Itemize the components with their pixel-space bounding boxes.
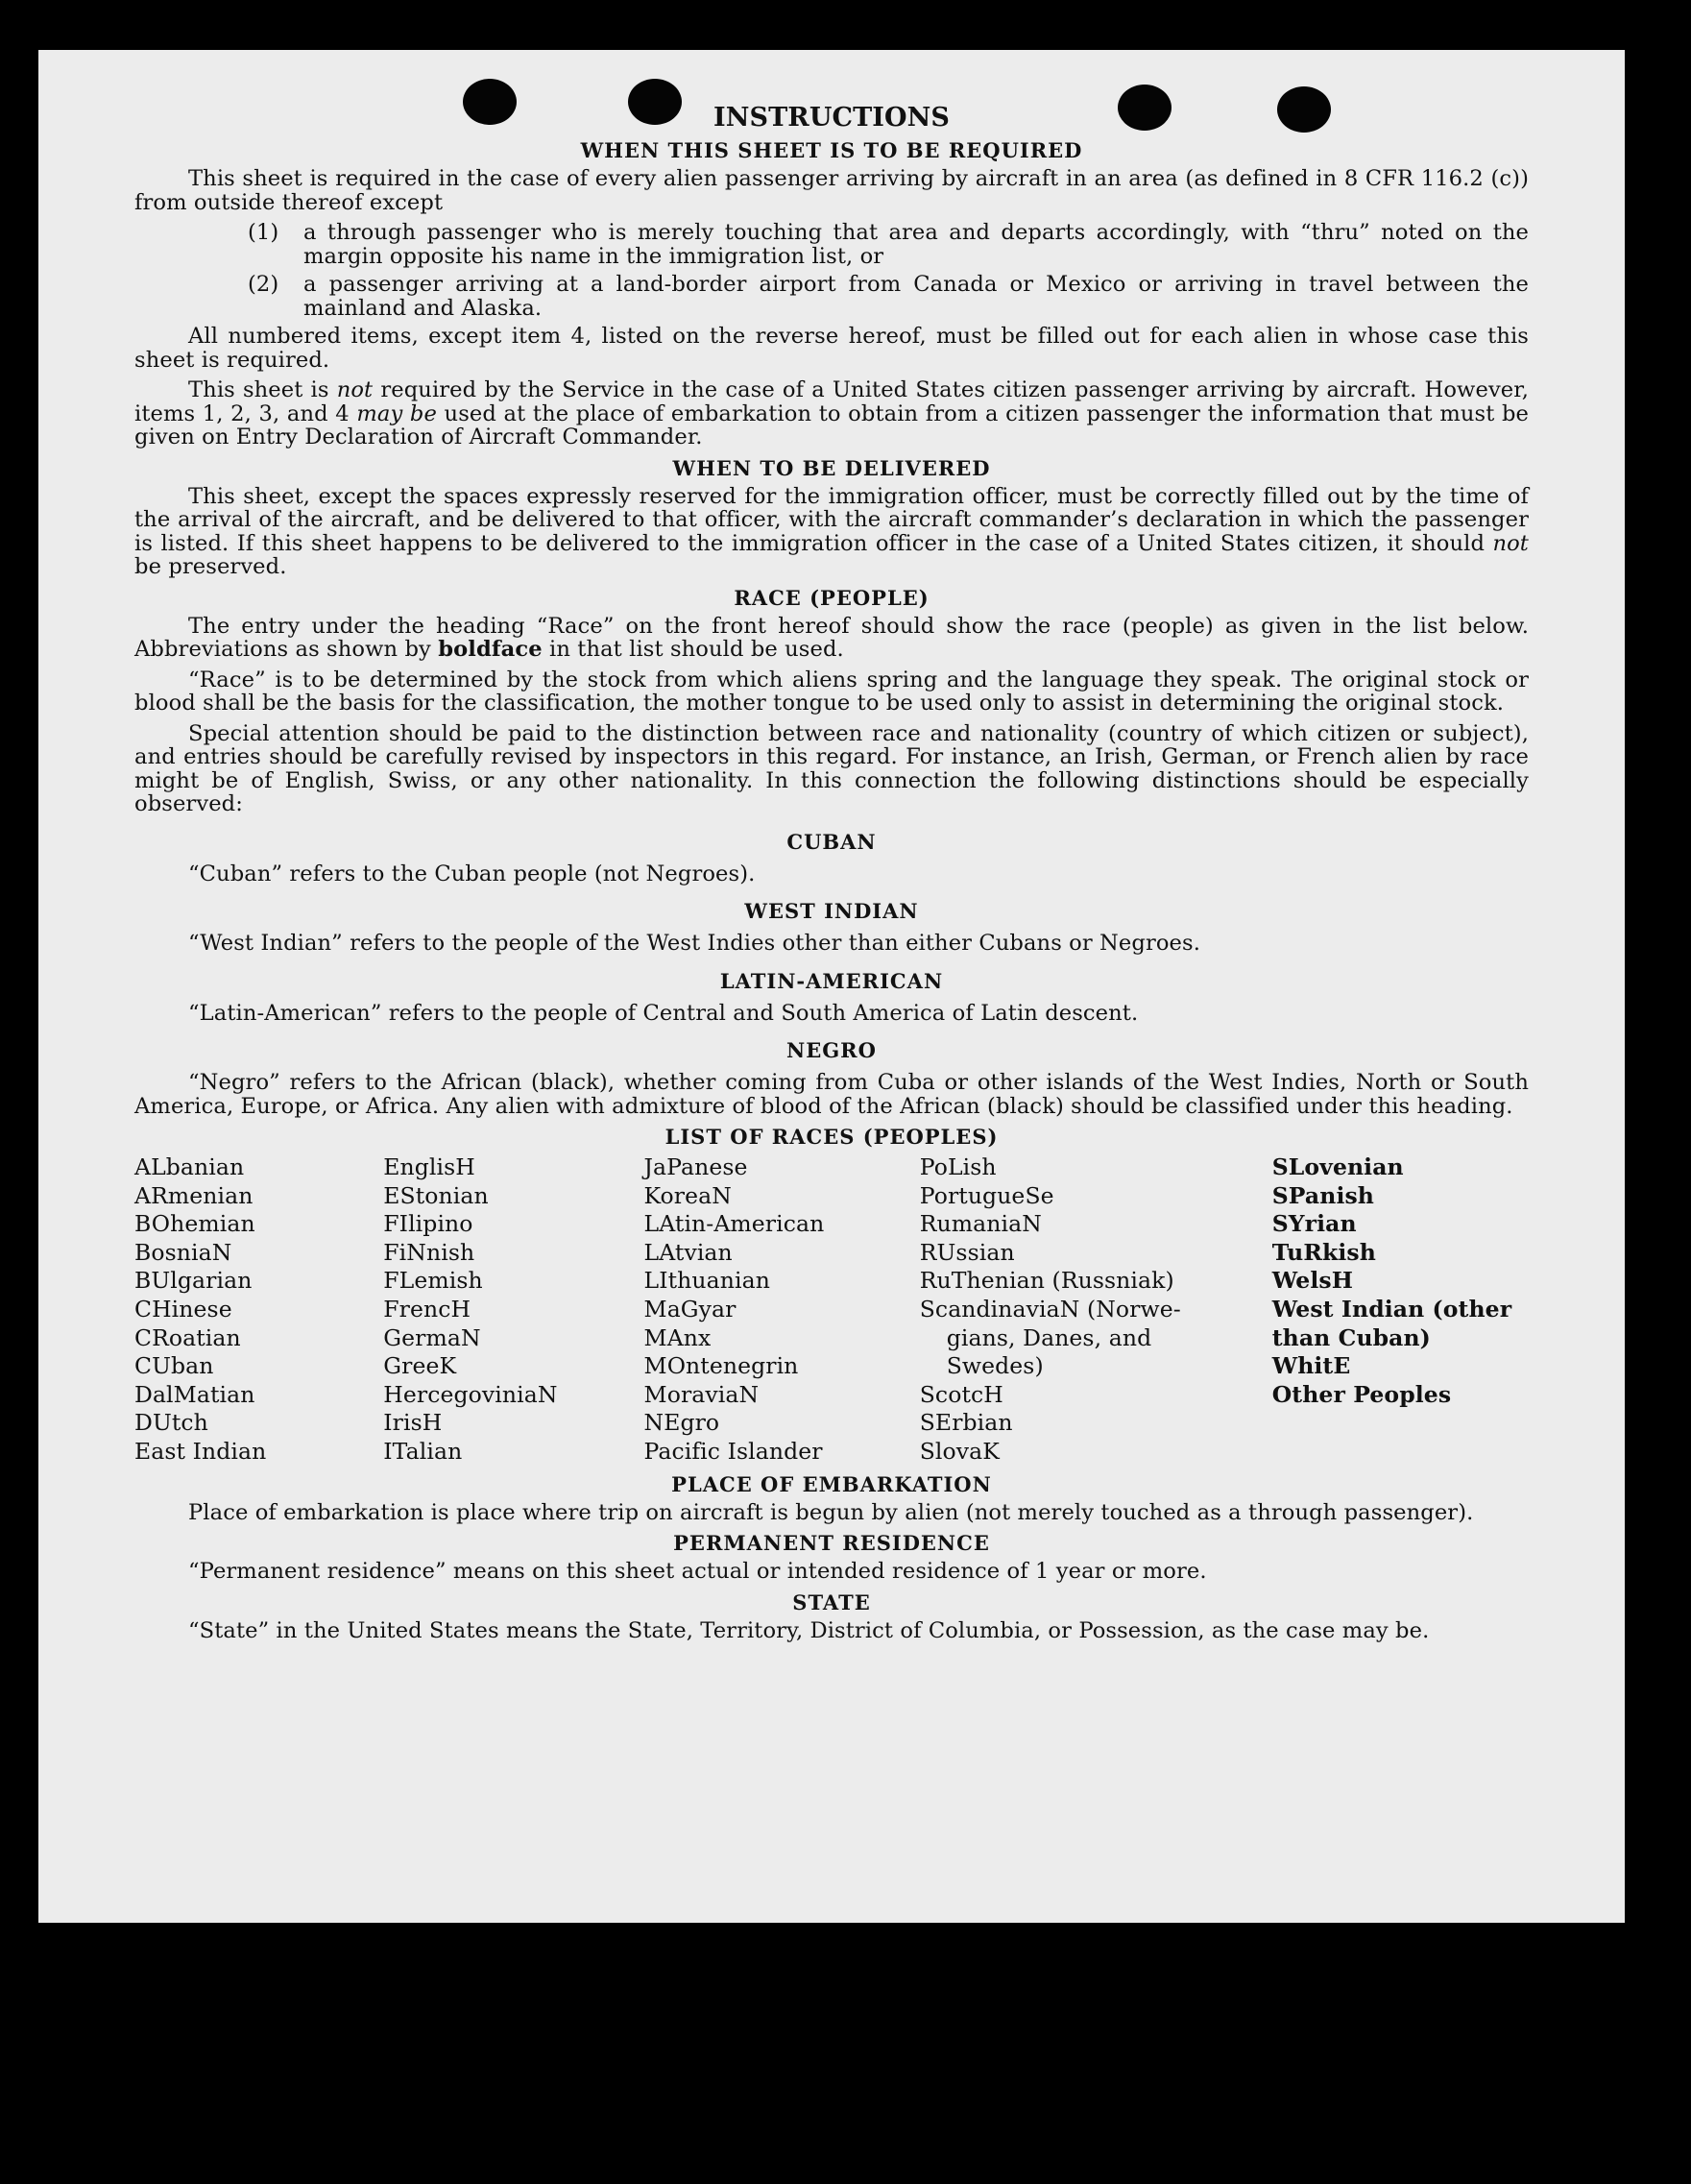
race-entry: NEgro — [643, 1409, 720, 1437]
race-entry: MOntenegrin — [643, 1352, 799, 1380]
section-heading-list-of-races: LIST OF RACES (PEOPLES) — [664, 1125, 999, 1149]
race-entry: EStonian — [383, 1181, 489, 1209]
list-item-number: (1) — [248, 220, 279, 245]
race-entry: LAtin-American — [643, 1210, 825, 1238]
race-entry: Other Peoples — [1271, 1380, 1452, 1408]
bold-text: boldface — [438, 637, 543, 662]
race-entry: ScandinaviaN (Norwe- — [919, 1295, 1181, 1323]
race-entry: DUtch — [134, 1409, 208, 1437]
race-entry: ALbanian — [134, 1153, 245, 1180]
race-entry: WhitE — [1271, 1352, 1351, 1380]
race-entry-continued: gians, Danes, and — [946, 1323, 1152, 1351]
text-run: This sheet is — [188, 377, 337, 402]
list-item-exception-1 — [134, 221, 1529, 268]
list-item-text: a passenger arriving at a land-border airport from Canada or Mexico or arriving in travel between the mainland and Alaska. — [303, 272, 1529, 321]
races-column-4 — [920, 1153, 1272, 1467]
paragraph-numbered-items: All numbered items, except item 4, listed on the reverse hereof, must be filled out for each alien in whose case this sheet is required. — [134, 324, 1529, 373]
race-entry: LAtvian — [643, 1238, 733, 1266]
paragraph-place-of-embarkation: Place of embarkation is place where trip on aircraft is begun by alien (not merely touched as a through passenger). — [188, 1499, 1474, 1525]
text-run: in that list should be used. — [542, 637, 844, 662]
race-entry: SYrian — [1271, 1210, 1357, 1238]
race-entry: RumaniaN — [919, 1210, 1042, 1238]
definition-cuban: “Cuban” refers to the Cuban people (not Negroes). — [188, 861, 756, 886]
races-list — [134, 1153, 1529, 1467]
race-entry: KoreaN — [643, 1181, 732, 1209]
race-entry: MAnx — [643, 1323, 712, 1351]
races-column-1 — [134, 1153, 383, 1467]
definition-latin-american: “Latin-American” refers to the people of Central and South America of Latin descent. — [188, 1000, 1139, 1026]
race-entry: ScotcH — [919, 1380, 1003, 1408]
subheading-negro: NEGRO — [786, 1038, 877, 1062]
races-column-3 — [644, 1153, 920, 1467]
race-entry: GermaN — [383, 1323, 481, 1351]
emphasis-text: not — [336, 377, 374, 402]
race-entry: SErbian — [919, 1409, 1013, 1437]
definition-west-indian: “West Indian” refers to the people of the West Indies other than either Cubans or Negroes. — [188, 931, 1201, 956]
emphasis-text: not — [1492, 530, 1529, 556]
instructions-content — [134, 104, 1529, 1649]
race-entry: East Indian — [134, 1437, 267, 1465]
paragraph-race-stock: “Race” is to be determined by the stock from which aliens spring and the language they speak. The original stock or blood shall be the basis for the classification, the mother tongue to be used only to assist in determining the original stock. — [134, 667, 1529, 716]
list-item-exception-2 — [134, 273, 1529, 320]
race-entry: BUlgarian — [134, 1267, 253, 1295]
subheading-west-indian: WEST INDIAN — [744, 899, 919, 923]
race-entry: Pacific Islander — [643, 1437, 823, 1465]
race-entry: SlovaK — [919, 1437, 1000, 1465]
race-entry: DalMatian — [134, 1380, 255, 1408]
race-entry: BOhemian — [134, 1210, 255, 1238]
race-entry-continued: than Cuban) — [1271, 1323, 1431, 1351]
race-entry: RuThenian (Russniak) — [919, 1267, 1174, 1295]
race-entry: BosniaN — [134, 1238, 232, 1266]
race-entry: RUssian — [919, 1238, 1015, 1266]
section-heading-race: RACE (PEOPLE) — [734, 585, 930, 610]
race-entry: MoraviaN — [643, 1380, 760, 1408]
race-entry: FiNnish — [383, 1238, 475, 1266]
race-entry: SLovenian — [1271, 1153, 1404, 1180]
race-entry: IrisH — [383, 1409, 443, 1437]
emphasis-text: may be — [356, 400, 437, 426]
race-entry: TuRkish — [1271, 1238, 1376, 1266]
text-run: used at the place of embarkation to obtain from a citizen passenger the information that must be given on Entry Declaration of Aircraft Commander. — [134, 400, 1530, 449]
race-entry: ITalian — [383, 1437, 463, 1465]
paragraph-race-entry — [134, 615, 1529, 662]
race-entry: FLemish — [383, 1267, 483, 1295]
paragraph-required-intro: This sheet is required in the case of every alien passenger arriving by aircraft in an area (as defined in 8 CFR 116.2 (c)) from outside thereof except — [134, 166, 1529, 215]
paragraph-permanent-residence: “Permanent residence” means on this sheet actual or intended residence of 1 year or more. — [188, 1559, 1207, 1585]
page-title: INSTRUCTIONS — [713, 103, 950, 133]
race-entry: EnglisH — [383, 1153, 475, 1180]
subheading-latin-american: LATIN-AMERICAN — [719, 968, 944, 993]
races-column-5 — [1272, 1153, 1529, 1467]
race-entry: WelsH — [1271, 1267, 1354, 1295]
race-entry: HercegoviniaN — [383, 1380, 558, 1408]
definition-negro: “Negro” refers to the African (black), whether coming from Cuba or other islands of the West Indies, North or South America, Europe, or Africa. Any alien with admixture of blood of the African (black) should be classified under this heading. — [134, 1070, 1529, 1119]
race-entry: MaGyar — [643, 1295, 737, 1323]
race-entry: PoLish — [919, 1153, 997, 1180]
section-heading-when-delivered: WHEN TO BE DELIVERED — [672, 455, 991, 480]
section-heading-permanent-residence: PERMANENT RESIDENCE — [673, 1531, 990, 1556]
text-run: required by the Service in the case of a United States citizen passenger arriving by aircraft. However, items 1, 2, 3, and 4 — [134, 377, 1529, 426]
section-heading-state: STATE — [792, 1589, 871, 1614]
paragraph-state: “State” in the United States means the State, Territory, District of Columbia, or Possession, as the case may be. — [188, 1617, 1430, 1643]
race-entry: PortugueSe — [919, 1181, 1054, 1209]
race-entry: CUban — [134, 1352, 214, 1380]
race-entry: CHinese — [134, 1295, 232, 1323]
paragraph-citizen-passenger — [134, 378, 1529, 449]
section-heading-when-required: WHEN THIS SHEET IS TO BE REQUIRED — [580, 138, 1083, 162]
race-entry: SPanish — [1271, 1181, 1374, 1209]
list-item-text: a through passenger who is merely touching that area and departs accordingly, with “thru” noted on the margin opposite his name in the immigration list, or — [303, 220, 1529, 269]
paragraph-delivery — [134, 485, 1529, 579]
text-run: be preserved. — [134, 554, 287, 579]
race-entry: FIlipino — [383, 1210, 473, 1238]
race-entry: GreeK — [383, 1352, 457, 1380]
race-entry: FrencH — [383, 1295, 471, 1323]
race-entry: ARmenian — [134, 1181, 254, 1209]
race-entry: JaPanese — [643, 1153, 748, 1180]
text-run: The entry under the heading “Race” on the front hereof should show the race (people) as given in the list below. Abbreviations as shown by — [134, 613, 1529, 662]
race-entry: LIthuanian — [643, 1267, 770, 1295]
race-entry: West Indian (other — [1271, 1295, 1512, 1323]
instruction-sheet — [38, 50, 1625, 1923]
subheading-cuban: CUBAN — [786, 829, 877, 854]
section-heading-place-of-embarkation: PLACE OF EMBARKATION — [671, 1471, 992, 1496]
list-item-number: (2) — [248, 272, 279, 297]
paragraph-race-nationality: Special attention should be paid to the distinction between race and nationality (country of which citizen or subject), and entries should be carefully revised by inspectors in this regard. For instance, an Irish, German, or French alien by race might be of English, Swiss, or any other nationality. In this connection the following distinctions should be especially observed: — [134, 720, 1529, 816]
race-entry-continued: Swedes) — [946, 1352, 1044, 1380]
races-column-2 — [383, 1153, 643, 1467]
race-entry: CRoatian — [134, 1323, 241, 1351]
text-run: This sheet, except the spaces expressly reserved for the immigration officer, must be correctly filled out by the time of the arrival of the aircraft, and be delivered to that officer, with the aircraft commander’s declaration in which the passenger is listed. If this sheet happens to be delivered to the immigration officer in the case of a United States citizen, it should — [134, 483, 1529, 556]
